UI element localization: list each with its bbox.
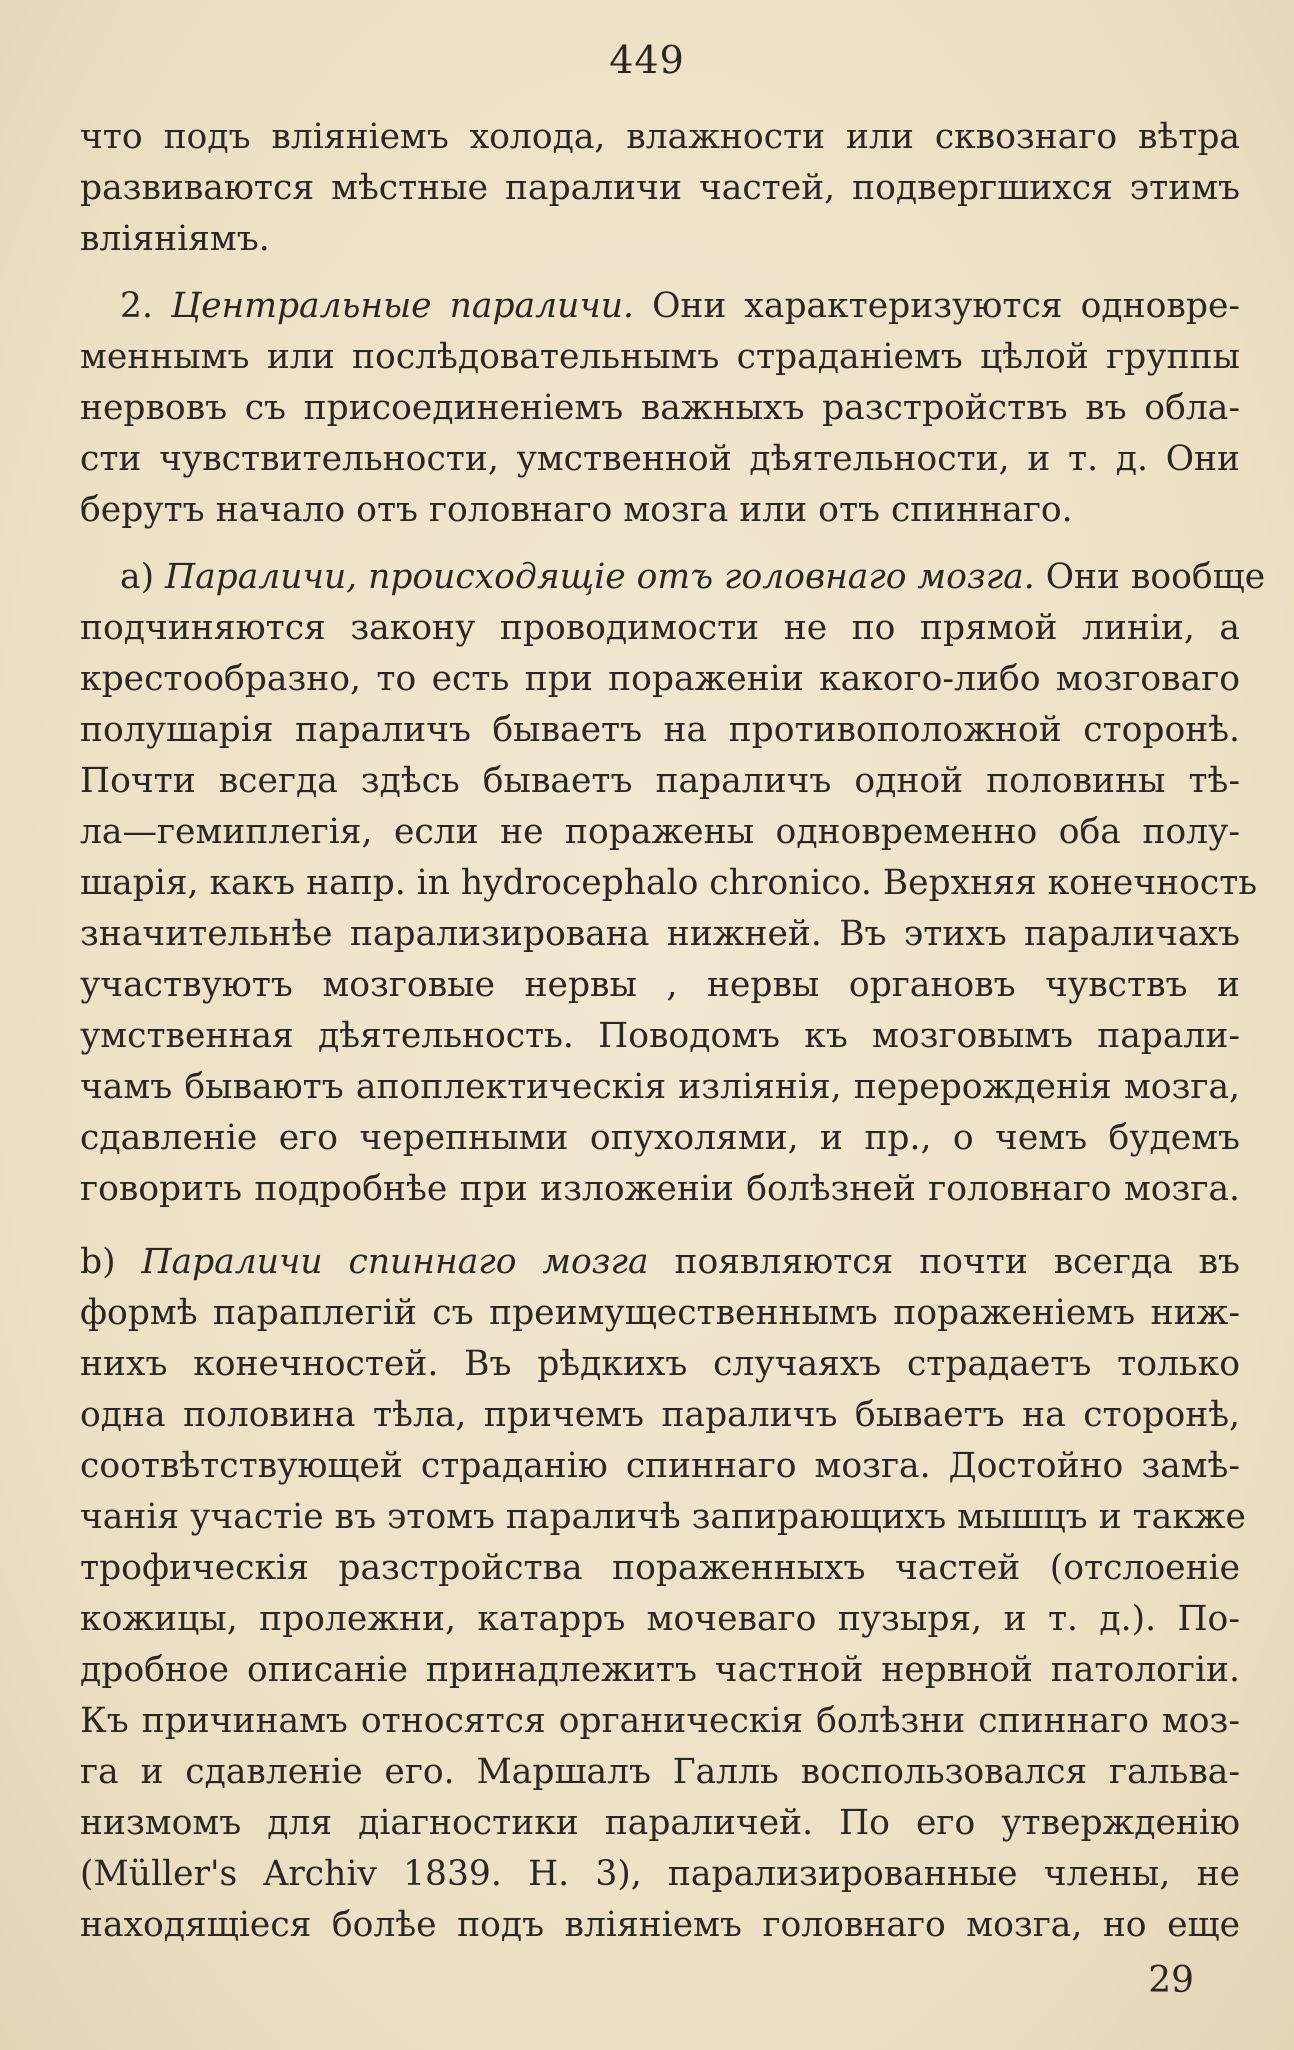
text-line: крестообразно, то есть при пораженіи какого-либо мозговаго: [80, 659, 1240, 699]
section-heading: Центральные параличи.: [171, 286, 634, 326]
text-line: трофическія разстройства пораженныхъ частей (отслоеніе: [80, 1548, 1240, 1588]
text-fragment: Они характеризуются одновре-: [652, 286, 1241, 326]
text-line: находящіеся болѣе подъ вліяніемъ головнаго мозга, но еще: [80, 1905, 1240, 1945]
text-line: низмомъ для діагностики параличей. По его утвержденію: [80, 1803, 1240, 1843]
text-line: умственная дѣятельность. Поводомъ къ мозговымъ парали-: [80, 1016, 1240, 1056]
paragraph-spinal-paralysis: [80, 1237, 1246, 1951]
text-fragment: Они вообще: [1045, 557, 1266, 597]
text-line: Къ причинамъ относятся органическія болѣзни спиннаго моз-: [80, 1701, 1240, 1741]
paragraph-brain-paralysis: [80, 552, 1266, 1215]
text-line: [80, 281, 1240, 332]
subsection-label: b): [80, 1242, 116, 1282]
text-line: вліяніямъ.: [80, 219, 270, 259]
text-line: [80, 552, 1266, 603]
text-line: берутъ начало отъ головнаго мозга или отъ спиннаго.: [80, 490, 1073, 530]
text-line: (Müller's Archiv 1839. H. 3), парализированные члены, не: [80, 1854, 1240, 1894]
text-line: соотвѣтствующей страданію спиннаго мозга. Достойно замѣ-: [80, 1446, 1240, 1486]
text-line: дробное описаніе принадлежитъ частной нервной патологіи.: [80, 1650, 1240, 1690]
text-line: говорить подробнѣе при изложеніи болѣзней головнаго мозга.: [80, 1169, 1240, 1209]
text-line: одна половина тѣла, причемъ параличъ бываетъ на сторонѣ,: [80, 1395, 1240, 1435]
text-line: чанія участіе въ этомъ параличѣ запирающихъ мышцъ и также: [80, 1497, 1246, 1537]
text-line: нихъ конечностей. Въ рѣдкихъ случаяхъ страдаетъ только: [80, 1344, 1240, 1384]
text-line: ла—гемиплегія, если не поражены одновременно оба полу-: [80, 812, 1240, 852]
text-line: участвуютъ мозговые нервы , нервы органовъ чувствъ и: [80, 965, 1240, 1005]
subsection-label: а): [120, 557, 155, 597]
text-line: чамъ бываютъ апоплектическія изліянія, перерожденія мозга,: [80, 1067, 1240, 1107]
text-line: подчиняются закону проводимости не по прямой линіи, а: [80, 608, 1240, 648]
text-line: развиваются мѣстные параличи частей, подвергшихся этимъ: [80, 168, 1240, 208]
text-line: формѣ параплегій съ преимущественнымъ пораженіемъ ниж-: [80, 1293, 1240, 1333]
printer-signature-mark: 29: [1148, 1960, 1194, 2001]
paragraph-central-paralysis: [80, 281, 1240, 536]
text-line: шарія, какъ напр. in hydrocephalo chronico. Верхняя конечность: [80, 863, 1258, 903]
text-line: га и сдавленіе его. Маршалъ Галль воспользовался гальва-: [80, 1752, 1240, 1792]
text-line: сдавленіе его черепными опухолями, и пр., о чемъ будемъ: [80, 1118, 1240, 1158]
text-line: Почти всегда здѣсь бываетъ параличъ одной половины тѣ-: [80, 761, 1240, 801]
text-line: нервовъ съ присоединеніемъ важныхъ разстройствъ въ обла-: [80, 388, 1240, 428]
subsection-heading: Параличи спиннаго мозга: [141, 1242, 649, 1282]
text-line: [80, 1237, 1240, 1288]
body-text: [80, 112, 1266, 1951]
paragraph-1: [80, 112, 1240, 265]
text-line: полушарія параличъ бываетъ на противоположной сторонѣ.: [80, 710, 1240, 750]
subsection-heading: Параличи, происходящіе отъ головнаго мозга.: [165, 557, 1035, 597]
section-number: 2.: [120, 286, 153, 326]
text-line: меннымъ или послѣдовательнымъ страданіемъ цѣлой группы: [80, 337, 1240, 377]
text-fragment: появляются почти всегда въ: [674, 1242, 1241, 1282]
text-line: сти чувствительности, умственной дѣятельности, и т. д. Они: [80, 439, 1240, 479]
text-line: значительнѣе парализирована нижней. Въ этихъ параличахъ: [80, 914, 1240, 954]
text-line: что подъ вліяніемъ холода, влажности или сквознаго вѣтра: [80, 117, 1240, 157]
text-line: кожицы, пролежни, катарръ мочеваго пузыря, и т. д.). По-: [80, 1599, 1240, 1639]
page-number: 449: [609, 38, 685, 82]
